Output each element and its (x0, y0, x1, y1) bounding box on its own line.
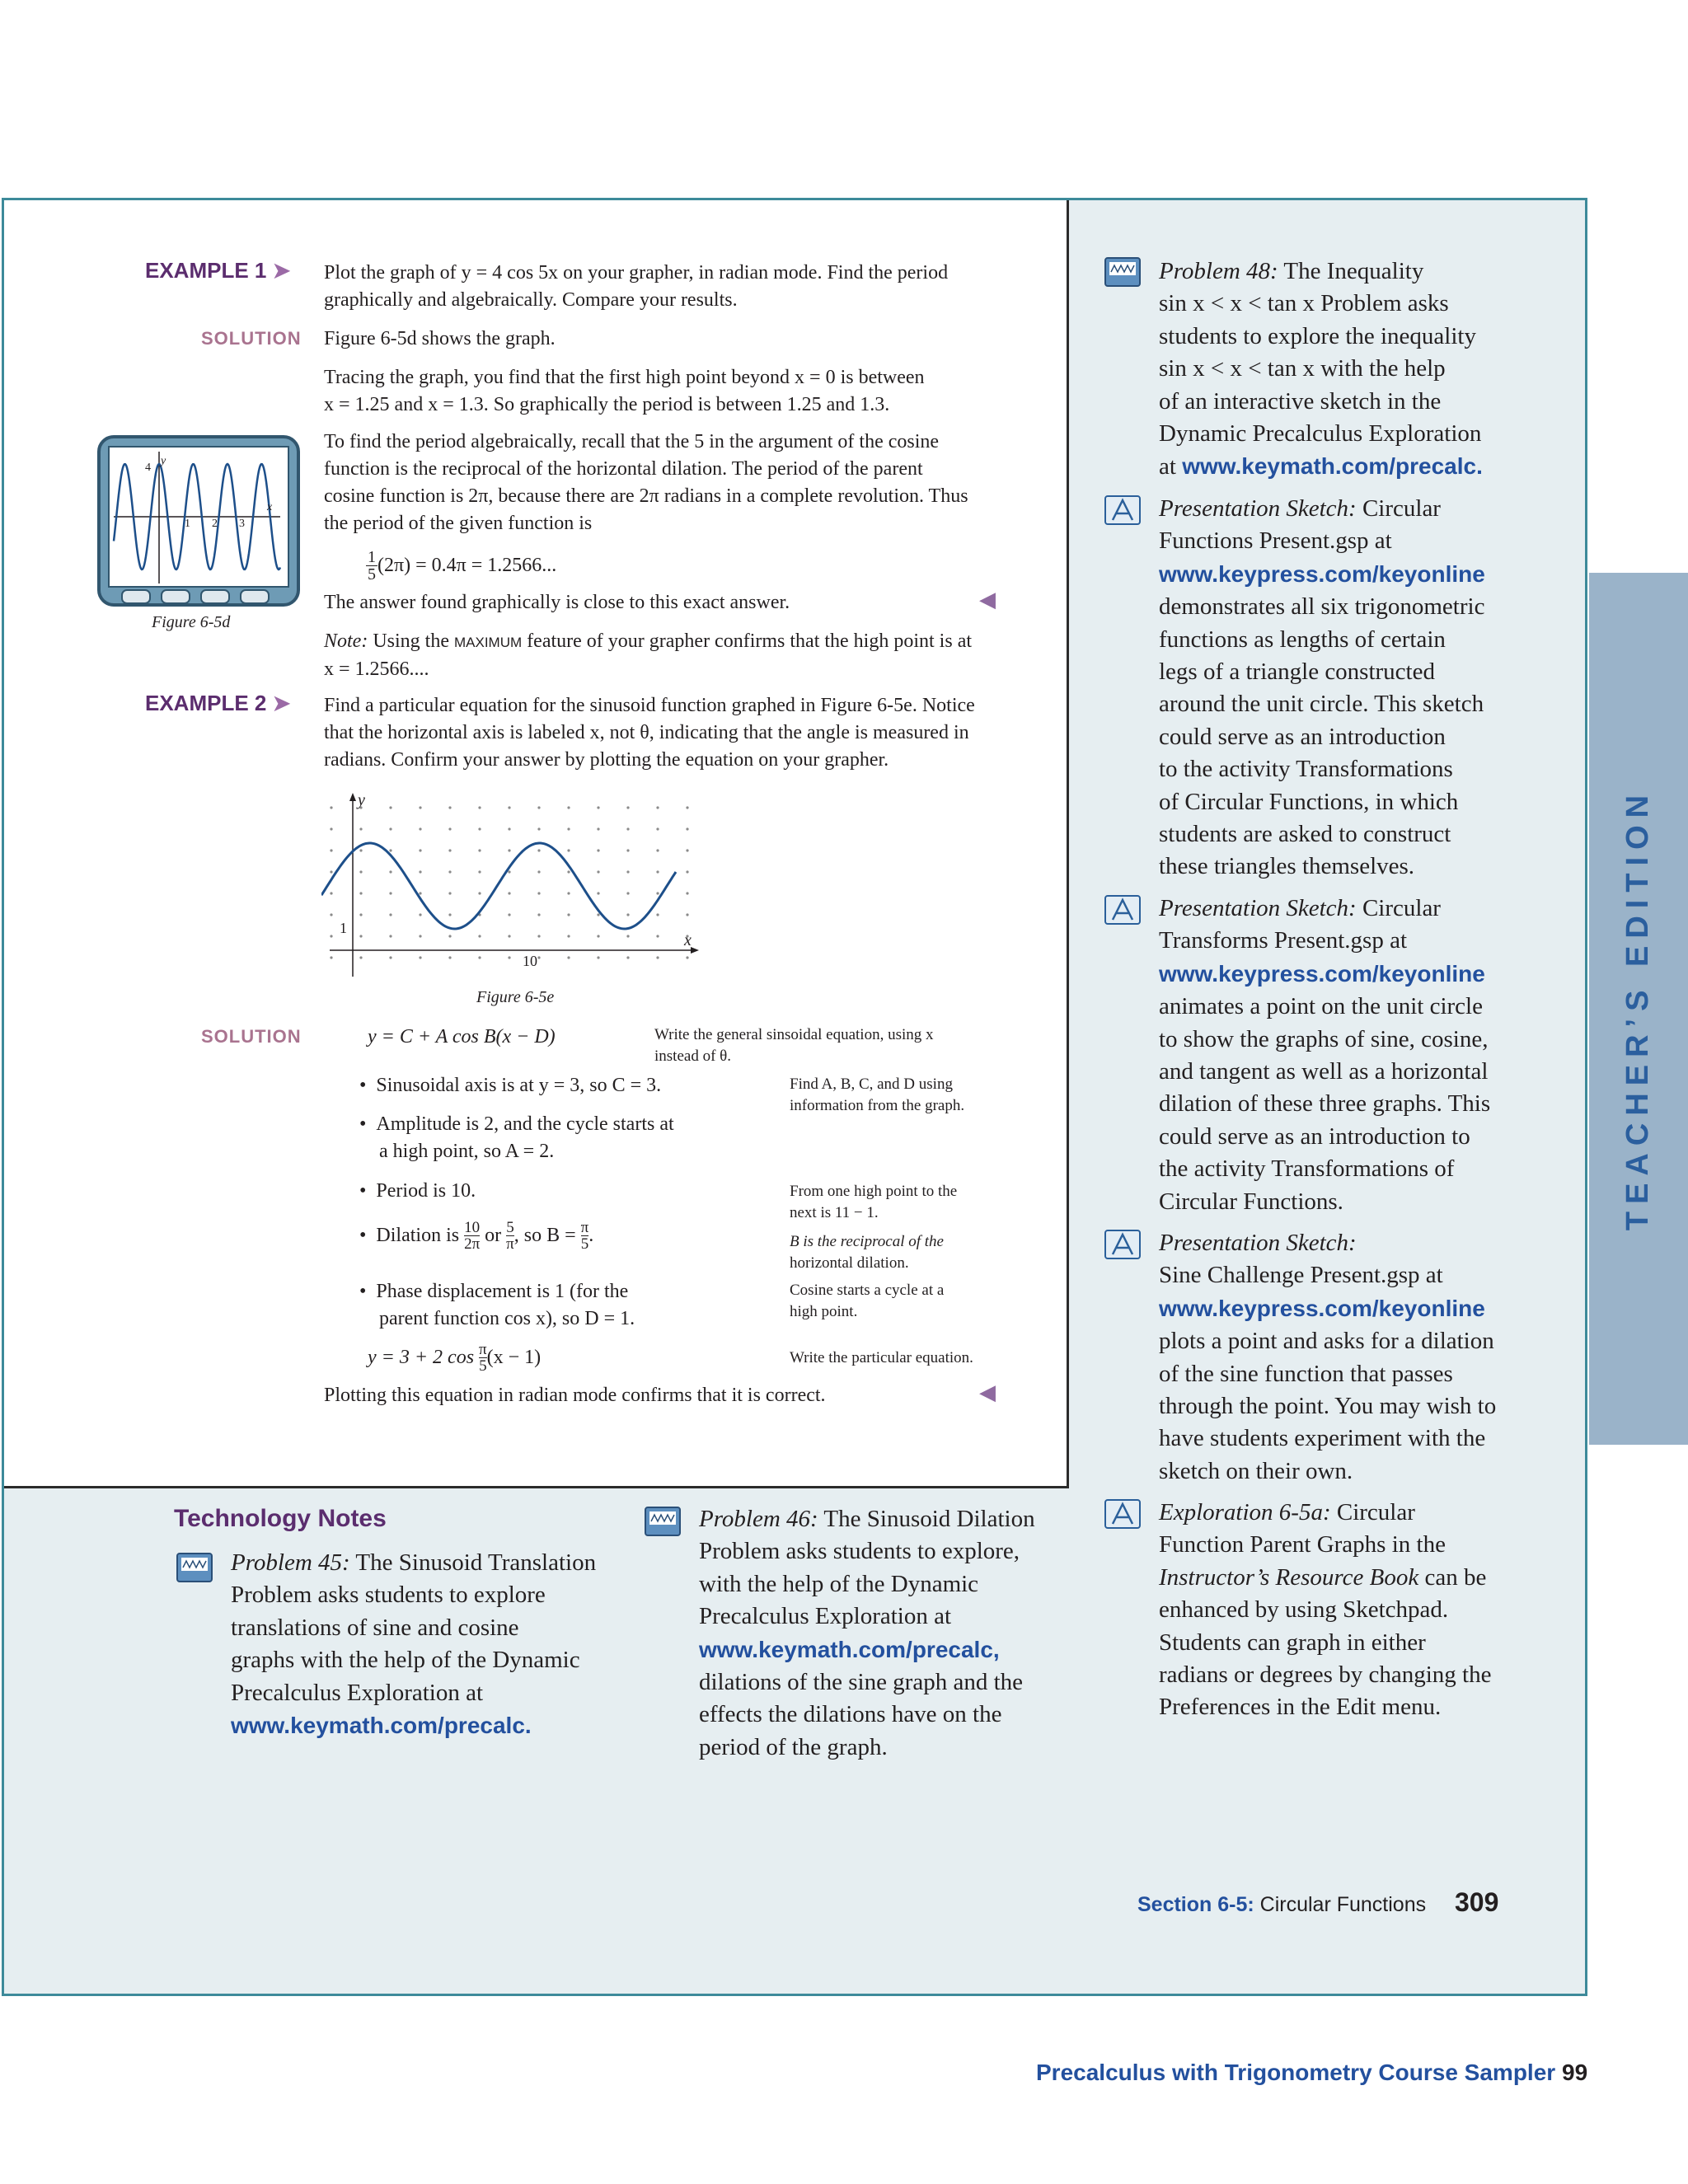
note-text: The Sinusoid Translation (349, 1549, 597, 1576)
note-text: demonstrates all six trigonometric (1159, 593, 1485, 621)
graph-y-tick: 1 (340, 920, 347, 936)
note-text: of the sine function that passes (1159, 1360, 1453, 1387)
calc-x-tick: 3 (239, 518, 245, 530)
note-text: have students experiment with the (1159, 1425, 1486, 1452)
general-equation: y = C + A cos B(x − D) (368, 1026, 556, 1047)
url-link[interactable]: www.keymath.com/precalc. (231, 1713, 532, 1739)
note-text: Problem 45: (231, 1549, 350, 1576)
note-text: could serve as an introduction (1159, 723, 1446, 750)
end-of-example-icon: ◀ (979, 1380, 996, 1404)
margin-note: B is the reciprocal of the horizontal dilation. (790, 1233, 944, 1272)
bullet-item: • Dilation is 10 2π or 5 π , so B = $\frac{\pi}{5}$ . (359, 1219, 594, 1253)
note-text: students to explore the inequality (1159, 322, 1476, 349)
graph-x-tick: 10 (523, 953, 537, 969)
note-text: with the help of the Dynamic (699, 1570, 979, 1597)
note-text: Circular (1356, 895, 1441, 921)
calculator-illustration (97, 435, 300, 607)
note-text: legs of a triangle constructed (1159, 658, 1435, 686)
sketchpad-icon (1104, 895, 1141, 929)
url-link[interactable]: www.keypress.com/keyonline (1159, 960, 1485, 987)
note-text: Instructor’s Resource Book (1159, 1563, 1419, 1591)
calculator-figure (97, 435, 300, 607)
note-text: could serve as an introduction to (1159, 1122, 1470, 1150)
margin-note: Cosine starts a cycle at a high point. (790, 1282, 945, 1320)
note-text: Problem asks students to explore, (699, 1538, 1020, 1565)
note-text: Function Parent Graphs in the (1159, 1531, 1446, 1558)
note-text: effects the dilations have on the (699, 1701, 1002, 1728)
calc-x-tick: 2 (212, 518, 218, 530)
note-text: functions as lengths of certain (1159, 626, 1446, 653)
note-text: animates a point on the unit circle (1159, 993, 1483, 1020)
note-text: dilation of these three graphs. This (1159, 1090, 1491, 1118)
note-text: to the activity Transformations (1159, 756, 1453, 783)
sketchpad-icon (176, 1553, 213, 1586)
solution-text: The answer found graphically is close to this exact answer. (324, 592, 790, 613)
note-sine-challenge (1159, 1227, 1496, 1488)
note-text: of Circular Functions, in which (1159, 788, 1459, 815)
sketchpad-icon (1104, 1230, 1141, 1263)
sketchpad-icon (1104, 1499, 1141, 1533)
particular-equation: y = 3 + 2 cos π 5 (x − 1) (368, 1341, 542, 1375)
note-problem-48 (1159, 255, 1483, 484)
solution-label: SOLUTION (201, 328, 302, 349)
margin-note: From one high point to the next is 11 − 1. (790, 1183, 958, 1221)
example-2-prompt: Find a particular equation for the sinusoid function graphed in Figure 6-5e. Notice that the horizontal axis is labeled x, not θ, indicating that the angle is measured in radians. Confirm your answer by plotting the equation on your grapher. (324, 695, 975, 771)
example-2-label: EXAMPLE 2 ➤ (145, 691, 291, 715)
note-text: Problem 46: (699, 1506, 818, 1532)
example-1-prompt: Plot the graph of y = 4 cos 5x on your grapher, in radian mode. Find the period graphically and algebraically. Compare your results. (324, 262, 949, 311)
calc-x-label: x (267, 501, 273, 513)
closing-text: Plotting this equation in radian mode confirms that it is correct. (324, 1385, 826, 1406)
note-text: Problem 48: (1159, 258, 1278, 284)
note-text: translations of sine and cosine (231, 1614, 519, 1641)
note-text: plots a point and asks for a dilation (1159, 1328, 1494, 1355)
calc-x-tick: 1 (185, 518, 190, 530)
note-text: Transforms Present.gsp at (1159, 927, 1408, 954)
section-footer: Section 6-5: Circular Functions (1137, 1893, 1427, 1916)
note-text: the activity Transformations of (1159, 1155, 1455, 1183)
note-text: of an interactive sketch in the (1159, 387, 1442, 415)
sketchpad-icon (1104, 495, 1141, 529)
note-text: Exploration 6-5a: (1159, 1499, 1331, 1526)
note-exploration-6-5a (1159, 1497, 1491, 1724)
example-1-label: EXAMPLE 1 ➤ (145, 258, 291, 283)
margin-note: Write the particular equation. (790, 1349, 973, 1366)
fraction: 5 π (506, 1219, 514, 1253)
note-problem-45 (231, 1547, 596, 1742)
note-paragraph: Note: Using the MAXIMUM feature of your grapher confirms that the high point is at x = 1.2566.... (324, 630, 973, 680)
margin-note: Find A, B, C, and D using information from the graph. (790, 1076, 965, 1114)
note-text: students are asked to construct (1159, 821, 1451, 848)
fraction: π 5 (479, 1341, 487, 1375)
period-equation: 1 5 (2π) = 0.4π = 1.2566... (368, 548, 557, 583)
note-text: Circular (1330, 1499, 1415, 1526)
note-text: Circular Functions. (1159, 1188, 1343, 1215)
fraction: 10 2π (464, 1219, 481, 1253)
url-link[interactable]: www.keypress.com/keyonline (1159, 1295, 1485, 1321)
solution-label: SOLUTION (201, 1026, 302, 1047)
sketchpad-icon (645, 1507, 681, 1540)
note-text: Presentation Sketch: (1159, 1230, 1357, 1256)
note-text: Problem asks students to explore (231, 1582, 546, 1609)
arrow-icon: ➤ (272, 691, 291, 715)
calc-y-tick: 4 (145, 462, 151, 474)
solution-text: Figure 6-5d shows the graph. (324, 328, 556, 349)
note-circular-functions (1159, 493, 1485, 883)
url-link[interactable]: www.keymath.com/precalc. (1182, 453, 1483, 480)
note-text: Sine Challenge Present.gsp at (1159, 1262, 1443, 1289)
note-text: Dynamic Precalculus Exploration (1159, 420, 1482, 448)
url-link[interactable]: www.keypress.com/keyonline (1159, 560, 1485, 587)
fraction: $\frac{\pi}{5}$ (580, 1219, 589, 1253)
margin-note: Write the general sinsoidal equation, using x instead of θ. (654, 1026, 934, 1065)
note-text: and tangent as well as a horizontal (1159, 1058, 1489, 1085)
arrow-icon: ➤ (272, 258, 291, 283)
graph-x-label: x (684, 931, 692, 949)
side-tab-label: TEACHER’S EDITION (1620, 787, 1656, 1230)
technology-notes-heading: Technology Notes (174, 1505, 387, 1532)
note-text: sketch on their own. (1159, 1457, 1353, 1484)
note-text: Circular (1356, 495, 1441, 522)
note-text: Functions Present.gsp at (1159, 527, 1392, 555)
note-text: graphs with the help of the Dynamic (231, 1647, 580, 1674)
note-text: sin x < x < tan x Problem asks (1159, 290, 1449, 317)
figure-caption: Figure 6-5e (476, 988, 555, 1006)
note-problem-46 (699, 1503, 1035, 1764)
bullet-item: • Phase displacement is 1 (for the parent function cos x), so D = 1. (359, 1281, 635, 1329)
graph-y-label: y (358, 791, 365, 809)
note-text: Precalculus Exploration at (699, 1603, 952, 1630)
note-text: through the point. You may wish to (1159, 1393, 1497, 1420)
solution-paragraph: Tracing the graph, you find that the first high point beyond x = 0 is between x = 1.25 and x = 1.3. So graphically the period is between 1.25 and 1.3. (324, 367, 925, 415)
note-text: Preferences in the Edit menu. (1159, 1694, 1442, 1721)
note-text: Precalculus Exploration at (231, 1679, 484, 1706)
sinusoid-figure (321, 791, 701, 985)
fraction: 1 5 (368, 548, 376, 583)
end-of-example-icon: ◀ (979, 588, 996, 612)
note-text: at (1159, 453, 1183, 480)
note-text: sin x < x < tan x with the help (1159, 355, 1446, 382)
figure-caption: Figure 6-5d (152, 613, 231, 631)
note-text: The Sinusoid Dilation (818, 1506, 1035, 1532)
note-text: Students can graph in either (1159, 1629, 1426, 1656)
note-text: to show the graphs of sine, cosine, (1159, 1025, 1489, 1052)
url-link[interactable]: www.keymath.com/precalc, (699, 1636, 1000, 1662)
note-text: period of the graph. (699, 1733, 888, 1760)
note-text: these triangles themselves. (1159, 853, 1415, 880)
note-text: enhanced by using Sketchpad. (1159, 1596, 1449, 1624)
solution-paragraph: To find the period algebraically, recall that the 5 in the argument of the cosine function is the reciprocal of the horizontal dilation. The period of the parent cosine function is 2π, because there are 2π radians in a complete revolution. Thus the period of the given function is (324, 431, 968, 534)
note-text: Presentation Sketch: (1159, 895, 1357, 921)
note-circular-transforms (1159, 893, 1490, 1218)
sketchpad-icon (1104, 257, 1141, 291)
note-text: can be (1418, 1563, 1487, 1591)
bullet-item: • Amplitude is 2, and the cycle starts at a high point, so A = 2. (359, 1113, 674, 1162)
note-text: radians or degrees by changing the (1159, 1661, 1492, 1689)
note-text: The Inequality (1278, 258, 1424, 284)
sampler-page-number: 99 (1562, 2060, 1588, 2085)
note-text: around the unit circle. This sketch (1159, 691, 1484, 718)
note-text: dilations of the sine graph and the (699, 1669, 1024, 1696)
bullet-item: • Period is 10. (359, 1180, 476, 1202)
sampler-title: Precalculus with Trigonometry Course Sampler (1036, 2060, 1556, 2085)
page-number: 309 (1455, 1887, 1499, 1917)
sinusoid-graph (321, 791, 701, 985)
bullet-item: • Sinusoidal axis is at y = 3, so C = 3. (359, 1075, 662, 1096)
calc-y-label: y (161, 455, 166, 467)
note-text: Presentation Sketch: (1159, 495, 1357, 522)
